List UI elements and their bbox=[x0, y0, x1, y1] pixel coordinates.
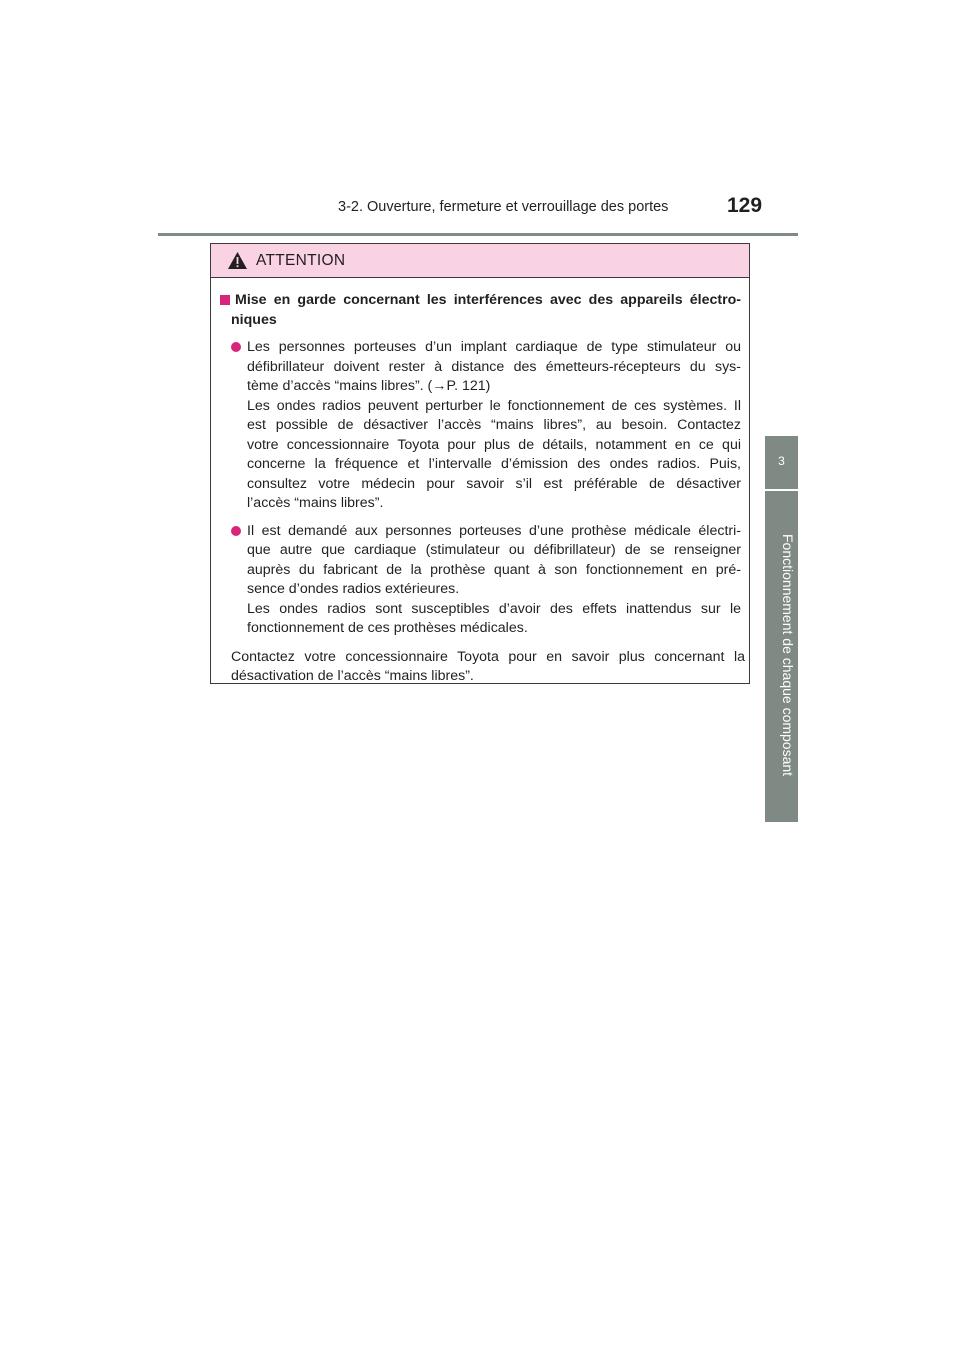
text-line: l’accès “mains libres”. bbox=[247, 495, 384, 511]
text-line: Contactez votre concessionnaire Toyota pour en savoir plus concernant la bbox=[231, 648, 745, 665]
round-bullet-icon bbox=[231, 342, 241, 352]
heading-line: niques bbox=[231, 311, 277, 328]
text-line: est possible de désactiver l’accès “mains libres”, au besoin. Contactez bbox=[247, 417, 741, 433]
chapter-number: 3 bbox=[778, 454, 785, 468]
warning-heading bbox=[219, 291, 741, 311]
warning-title: ATTENTION bbox=[256, 251, 346, 269]
text-line: sence d’ondes radios extérieures. bbox=[247, 581, 460, 597]
text-line: défibrillateur doivent rester à distance des émetteurs-récepteurs du sys- bbox=[247, 358, 741, 375]
round-bullet-icon bbox=[231, 526, 241, 536]
section-title: 3-2. Ouverture, fermeture et verrouillage des portes bbox=[338, 199, 669, 215]
warning-triangle-icon bbox=[227, 251, 248, 270]
text-line: auprès du fabricant de la prothèse quant à son fonctionnement en pré- bbox=[247, 561, 741, 578]
bullet-item bbox=[219, 522, 741, 639]
bullet-item bbox=[219, 338, 741, 514]
warning-box bbox=[210, 243, 750, 684]
text-line: désactivation de l’accès “mains libres”. bbox=[231, 668, 474, 684]
text-line: Les personnes porteuses d’un implant cardiaque de type stimulateur ou bbox=[247, 339, 741, 355]
text-line: concerne la fréquence et l’intervalle d’émission des ondes radios. Puis, bbox=[247, 456, 741, 472]
text-line: Les ondes radios peuvent perturber le fonctionnement de ces systèmes. Il bbox=[247, 397, 741, 414]
text-line: fonctionnement de ces prothèses médicales. bbox=[247, 620, 528, 636]
text-line: Les ondes radios sont susceptibles d’avoir des effets inattendus sur le bbox=[247, 600, 741, 617]
text-line: votre concessionnaire Toyota pour plus de détails, notamment en ce qui bbox=[247, 436, 741, 453]
text-line: que autre que cardiaque (stimulateur ou défibrillateur) de se renseigner bbox=[247, 542, 741, 558]
square-bullet-icon bbox=[220, 295, 230, 305]
heading-line: Mise en garde concernant les interférences avec des appareils électro- bbox=[235, 292, 741, 308]
text-line: consultez votre médecin pour savoir s’il est préférable de désactiver bbox=[247, 475, 741, 492]
warning-header bbox=[211, 244, 749, 278]
page-number: 129 bbox=[727, 194, 763, 217]
text-line: tème d’accès “mains libres”. (→P. 121) bbox=[247, 378, 491, 394]
closing-paragraph bbox=[219, 648, 745, 687]
warning-body bbox=[211, 278, 749, 687]
chapter-label: Fonctionnement de chaque composant bbox=[780, 533, 796, 777]
text-line: Il est demandé aux personnes porteuses d’une prothèse médicale électri- bbox=[247, 522, 741, 539]
header-divider bbox=[158, 233, 798, 236]
